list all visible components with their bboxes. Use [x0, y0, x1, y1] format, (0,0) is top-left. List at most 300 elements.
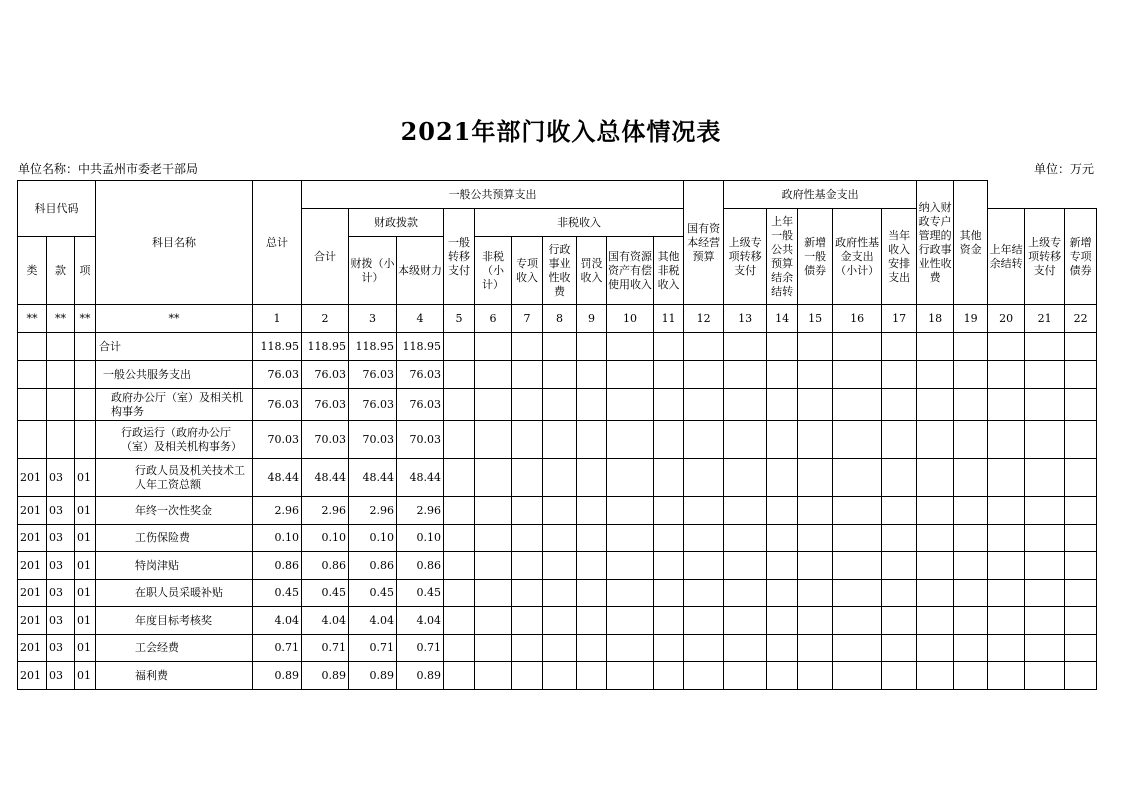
empty-cell — [724, 607, 767, 635]
empty-cell — [917, 662, 954, 690]
empty-cell — [543, 552, 577, 580]
total-cell: 118.95 — [253, 333, 302, 361]
index-cell: 11 — [654, 305, 684, 333]
empty-cell — [882, 459, 917, 497]
empty-cell — [1065, 421, 1097, 459]
empty-cell — [917, 459, 954, 497]
total-cell: 76.03 — [253, 361, 302, 389]
total-cell: 0.89 — [253, 662, 302, 690]
index-cell: ** — [47, 305, 75, 333]
current-arranged-header: 当年收入安排支出 — [882, 209, 917, 305]
empty-cell — [724, 361, 767, 389]
xiang-cell: 01 — [75, 525, 96, 552]
total-cell: 0.10 — [253, 525, 302, 552]
fiscal-sub-cell: 76.03 — [349, 361, 397, 389]
lei-cell: 201 — [18, 552, 47, 580]
local-fiscal-cell: 76.03 — [397, 389, 444, 421]
empty-cell — [882, 361, 917, 389]
table-row — [18, 580, 1097, 607]
empty-cell — [954, 389, 988, 421]
prev-balance-header: 上年结余结转 — [988, 209, 1025, 305]
empty-cell — [798, 333, 833, 361]
total-cell: 2.96 — [253, 497, 302, 525]
total-cell: 0.71 — [253, 635, 302, 662]
empty-cell — [988, 333, 1025, 361]
empty-cell — [917, 552, 954, 580]
empty-cell — [882, 662, 917, 690]
empty-cell — [475, 389, 512, 421]
local-fiscal-cell: 0.71 — [397, 635, 444, 662]
empty-cell — [798, 421, 833, 459]
subject-name-cell: 合计 — [96, 333, 253, 361]
xiang-header: 项 — [75, 237, 96, 305]
empty-cell — [917, 635, 954, 662]
empty-cell — [988, 580, 1025, 607]
empty-cell — [543, 389, 577, 421]
empty-cell — [798, 662, 833, 690]
empty-cell — [833, 497, 882, 525]
state-capital-header: 国有资本经营预算 — [684, 181, 724, 305]
general-subtotal-cell: 76.03 — [302, 361, 349, 389]
empty-cell — [798, 580, 833, 607]
index-row — [18, 305, 1097, 333]
empty-cell — [833, 635, 882, 662]
local-fiscal-cell: 0.86 — [397, 552, 444, 580]
special-income-header: 专项收入 — [512, 237, 543, 305]
kuan-cell: 03 — [47, 662, 75, 690]
general-subtotal-cell: 0.86 — [302, 552, 349, 580]
empty-cell — [988, 361, 1025, 389]
empty-cell — [833, 525, 882, 552]
fiscal-sub-cell: 0.45 — [349, 580, 397, 607]
empty-cell — [954, 459, 988, 497]
empty-cell — [607, 580, 654, 607]
empty-cell — [543, 635, 577, 662]
xiang-cell — [75, 333, 96, 361]
empty-cell — [512, 662, 543, 690]
xiang-cell: 01 — [75, 497, 96, 525]
empty-cell — [475, 552, 512, 580]
empty-cell — [444, 525, 475, 552]
fiscal-sub-cell: 0.86 — [349, 552, 397, 580]
empty-cell — [833, 662, 882, 690]
empty-cell — [607, 389, 654, 421]
empty-cell — [654, 580, 684, 607]
empty-cell — [577, 635, 607, 662]
kuan-cell — [47, 333, 75, 361]
empty-cell — [475, 421, 512, 459]
empty-cell — [798, 389, 833, 421]
subject-name-cell: 政府办公厅（室）及相关机构事务 — [96, 389, 253, 421]
empty-cell — [654, 662, 684, 690]
empty-cell — [684, 635, 724, 662]
empty-cell — [767, 607, 798, 635]
local-fiscal-cell: 76.03 — [397, 361, 444, 389]
empty-cell — [882, 497, 917, 525]
empty-cell — [833, 389, 882, 421]
kuan-cell: 03 — [47, 525, 75, 552]
fiscal-sub-cell: 0.10 — [349, 525, 397, 552]
total-cell: 76.03 — [253, 389, 302, 421]
index-cell: 2 — [302, 305, 349, 333]
empty-cell — [1065, 580, 1097, 607]
empty-cell — [512, 333, 543, 361]
other-nontax-header: 其他非税收入 — [654, 237, 684, 305]
empty-cell — [767, 635, 798, 662]
table-row — [18, 607, 1097, 635]
fiscal-sub-cell: 0.89 — [349, 662, 397, 690]
empty-cell — [767, 389, 798, 421]
xiang-cell — [75, 389, 96, 421]
index-cell: 21 — [1025, 305, 1065, 333]
total-cell: 0.86 — [253, 552, 302, 580]
empty-cell — [543, 525, 577, 552]
fiscal-sub-cell: 48.44 — [349, 459, 397, 497]
prev-year-balance-header: 上年一般公共预算结余结转 — [767, 209, 798, 305]
empty-cell — [1025, 635, 1065, 662]
table-row — [18, 361, 1097, 389]
empty-cell — [512, 635, 543, 662]
kuan-cell — [47, 361, 75, 389]
empty-cell — [724, 552, 767, 580]
empty-cell — [954, 525, 988, 552]
general-subtotal-cell: 2.96 — [302, 497, 349, 525]
lei-header: 类 — [18, 237, 47, 305]
empty-cell — [607, 552, 654, 580]
empty-cell — [724, 459, 767, 497]
fines-header: 罚没收入 — [577, 237, 607, 305]
empty-cell — [684, 662, 724, 690]
empty-cell — [954, 333, 988, 361]
empty-cell — [607, 497, 654, 525]
index-cell: 4 — [397, 305, 444, 333]
empty-cell — [988, 635, 1025, 662]
index-cell: 8 — [543, 305, 577, 333]
empty-cell — [607, 361, 654, 389]
empty-cell — [444, 635, 475, 662]
empty-cell — [444, 421, 475, 459]
index-cell: 12 — [684, 305, 724, 333]
empty-cell — [1025, 389, 1065, 421]
empty-cell — [954, 607, 988, 635]
index-cell: 15 — [798, 305, 833, 333]
table-row — [18, 635, 1097, 662]
empty-cell — [954, 662, 988, 690]
general-subtotal-cell: 118.95 — [302, 333, 349, 361]
empty-cell — [607, 525, 654, 552]
admin-fee-header: 行政事业性收费 — [543, 237, 577, 305]
empty-cell — [444, 607, 475, 635]
empty-cell — [1025, 497, 1065, 525]
empty-cell — [475, 361, 512, 389]
empty-cell — [577, 361, 607, 389]
empty-cell — [577, 389, 607, 421]
index-cell: 10 — [607, 305, 654, 333]
empty-cell — [917, 361, 954, 389]
empty-cell — [684, 497, 724, 525]
empty-cell — [833, 580, 882, 607]
index-cell: ** — [18, 305, 47, 333]
local-fiscal-cell: 118.95 — [397, 333, 444, 361]
empty-cell — [543, 459, 577, 497]
empty-cell — [512, 580, 543, 607]
local-fiscal-cell: 0.10 — [397, 525, 444, 552]
lei-cell: 201 — [18, 607, 47, 635]
empty-cell — [833, 607, 882, 635]
empty-cell — [882, 635, 917, 662]
empty-cell — [475, 459, 512, 497]
empty-cell — [577, 662, 607, 690]
empty-cell — [512, 497, 543, 525]
general-transfer-header: 一般转移支付 — [444, 209, 475, 305]
empty-cell — [882, 552, 917, 580]
kuan-cell: 03 — [47, 459, 75, 497]
empty-cell — [607, 607, 654, 635]
kuan-cell — [47, 389, 75, 421]
xiang-cell — [75, 421, 96, 459]
general-subtotal-cell: 76.03 — [302, 389, 349, 421]
general-subtotal-cell: 0.89 — [302, 662, 349, 690]
index-cell: 5 — [444, 305, 475, 333]
empty-cell — [475, 497, 512, 525]
upper-transfer-header: 上级专项转移支付 — [724, 209, 767, 305]
nontax-group-header: 非税收入 — [475, 209, 684, 237]
empty-cell — [724, 580, 767, 607]
empty-cell — [798, 635, 833, 662]
kuan-cell — [47, 421, 75, 459]
state-asset-header: 国有资源资产有偿使用收入 — [607, 237, 654, 305]
general-subtotal-cell: 0.71 — [302, 635, 349, 662]
empty-cell — [988, 552, 1025, 580]
empty-cell — [607, 662, 654, 690]
empty-cell — [444, 459, 475, 497]
subject-name-header: 科目名称 — [96, 181, 253, 305]
empty-cell — [917, 497, 954, 525]
fiscal-sub-cell: 4.04 — [349, 607, 397, 635]
empty-cell — [654, 333, 684, 361]
index-cell: ** — [75, 305, 96, 333]
table-row — [18, 421, 1097, 459]
empty-cell — [607, 635, 654, 662]
empty-cell — [684, 333, 724, 361]
table-row — [18, 662, 1097, 690]
empty-cell — [767, 361, 798, 389]
empty-cell — [767, 552, 798, 580]
lei-cell: 201 — [18, 497, 47, 525]
index-cell: 20 — [988, 305, 1025, 333]
xiang-cell: 01 — [75, 607, 96, 635]
empty-cell — [607, 333, 654, 361]
empty-cell — [654, 525, 684, 552]
empty-cell — [988, 525, 1025, 552]
empty-cell — [954, 635, 988, 662]
empty-cell — [724, 662, 767, 690]
xiang-cell: 01 — [75, 552, 96, 580]
subject-name-cell: 年度目标考核奖 — [96, 607, 253, 635]
empty-cell — [1065, 662, 1097, 690]
empty-cell — [767, 333, 798, 361]
table-row — [18, 497, 1097, 525]
xiang-cell: 01 — [75, 635, 96, 662]
empty-cell — [1025, 580, 1065, 607]
fiscal-sub-cell: 2.96 — [349, 497, 397, 525]
index-cell: 16 — [833, 305, 882, 333]
gov-fund-sub-header: 政府性基金支出（小计） — [833, 209, 882, 305]
xiang-cell: 01 — [75, 459, 96, 497]
table-row — [18, 552, 1097, 580]
empty-cell — [917, 525, 954, 552]
table-row — [18, 459, 1097, 497]
empty-cell — [724, 525, 767, 552]
empty-cell — [917, 333, 954, 361]
subject-name-cell: 在职人员采暖补贴 — [96, 580, 253, 607]
empty-cell — [684, 580, 724, 607]
index-cell: 6 — [475, 305, 512, 333]
index-cell: 22 — [1065, 305, 1097, 333]
table-row — [18, 525, 1097, 552]
empty-cell — [684, 525, 724, 552]
local-fiscal-cell: 4.04 — [397, 607, 444, 635]
empty-cell — [798, 607, 833, 635]
empty-cell — [1025, 552, 1065, 580]
general-subtotal-cell: 0.10 — [302, 525, 349, 552]
total-cell: 0.45 — [253, 580, 302, 607]
empty-cell — [543, 361, 577, 389]
empty-cell — [543, 580, 577, 607]
index-cell: 1 — [253, 305, 302, 333]
empty-cell — [444, 333, 475, 361]
empty-cell — [512, 389, 543, 421]
empty-cell — [475, 333, 512, 361]
table-row — [18, 333, 1097, 361]
empty-cell — [654, 552, 684, 580]
empty-cell — [577, 333, 607, 361]
empty-cell — [988, 607, 1025, 635]
empty-cell — [917, 421, 954, 459]
subject-name-cell: 年终一次性奖金 — [96, 497, 253, 525]
empty-cell — [577, 497, 607, 525]
local-fiscal-cell: 2.96 — [397, 497, 444, 525]
empty-cell — [512, 552, 543, 580]
empty-cell — [444, 497, 475, 525]
empty-cell — [954, 361, 988, 389]
lei-cell: 201 — [18, 635, 47, 662]
empty-cell — [1065, 361, 1097, 389]
empty-cell — [444, 580, 475, 607]
empty-cell — [1065, 389, 1097, 421]
gov-fund-header: 政府性基金支出 — [724, 181, 917, 209]
empty-cell — [954, 497, 988, 525]
fiscal-sub-cell: 118.95 — [349, 333, 397, 361]
total-cell: 4.04 — [253, 607, 302, 635]
empty-cell — [543, 421, 577, 459]
empty-cell — [475, 635, 512, 662]
index-cell: ** — [96, 305, 253, 333]
empty-cell — [917, 389, 954, 421]
empty-cell — [724, 635, 767, 662]
empty-cell — [1025, 421, 1065, 459]
empty-cell — [475, 580, 512, 607]
empty-cell — [684, 459, 724, 497]
empty-cell — [577, 525, 607, 552]
empty-cell — [684, 421, 724, 459]
index-cell: 14 — [767, 305, 798, 333]
empty-cell — [543, 607, 577, 635]
empty-cell — [988, 497, 1025, 525]
empty-cell — [882, 525, 917, 552]
empty-cell — [882, 333, 917, 361]
empty-cell — [577, 421, 607, 459]
index-cell: 3 — [349, 305, 397, 333]
income-report-table — [17, 180, 1097, 690]
index-cell: 18 — [917, 305, 954, 333]
general-budget-header: 一般公共预算支出 — [302, 181, 684, 209]
fiscal-sub-cell: 76.03 — [349, 389, 397, 421]
kuan-cell: 03 — [47, 580, 75, 607]
total-cell: 48.44 — [253, 459, 302, 497]
empty-cell — [833, 333, 882, 361]
empty-cell — [543, 662, 577, 690]
empty-cell — [1065, 607, 1097, 635]
empty-cell — [954, 552, 988, 580]
empty-cell — [767, 580, 798, 607]
empty-cell — [512, 421, 543, 459]
empty-cell — [543, 333, 577, 361]
empty-cell — [988, 421, 1025, 459]
empty-cell — [654, 361, 684, 389]
empty-cell — [724, 421, 767, 459]
empty-cell — [1025, 361, 1065, 389]
local-fiscal-cell: 70.03 — [397, 421, 444, 459]
local-fiscal-cell: 48.44 — [397, 459, 444, 497]
empty-cell — [767, 525, 798, 552]
kuan-cell: 03 — [47, 552, 75, 580]
empty-cell — [724, 497, 767, 525]
empty-cell — [475, 662, 512, 690]
empty-cell — [954, 421, 988, 459]
subject-name-cell: 工会经费 — [96, 635, 253, 662]
upper-special-header: 上级专项转移支付 — [1025, 209, 1065, 305]
code-group-header: 科目代码 — [18, 181, 96, 237]
subject-name-cell: 行政运行（政府办公厅（室）及相关机构事务） — [96, 421, 253, 459]
empty-cell — [654, 459, 684, 497]
lei-cell: 201 — [18, 459, 47, 497]
empty-cell — [1065, 525, 1097, 552]
subject-name-cell: 行政人员及机关技术工人年工资总额 — [96, 459, 253, 497]
empty-cell — [767, 662, 798, 690]
empty-cell — [684, 389, 724, 421]
lei-cell — [18, 361, 47, 389]
empty-cell — [607, 459, 654, 497]
currency-unit-label: 单位：万元 — [1033, 162, 1094, 176]
empty-cell — [954, 580, 988, 607]
empty-cell — [988, 459, 1025, 497]
empty-cell — [724, 389, 767, 421]
empty-cell — [684, 552, 724, 580]
empty-cell — [1025, 525, 1065, 552]
lei-cell: 201 — [18, 580, 47, 607]
unit-name-label: 单位名称：中共孟州市委老干部局 — [18, 162, 199, 176]
empty-cell — [1025, 607, 1065, 635]
empty-cell — [444, 361, 475, 389]
index-cell: 17 — [882, 305, 917, 333]
empty-cell — [1065, 552, 1097, 580]
empty-cell — [1065, 333, 1097, 361]
empty-cell — [512, 525, 543, 552]
subject-name-cell: 一般公共服务支出 — [96, 361, 253, 389]
empty-cell — [512, 607, 543, 635]
empty-cell — [577, 552, 607, 580]
